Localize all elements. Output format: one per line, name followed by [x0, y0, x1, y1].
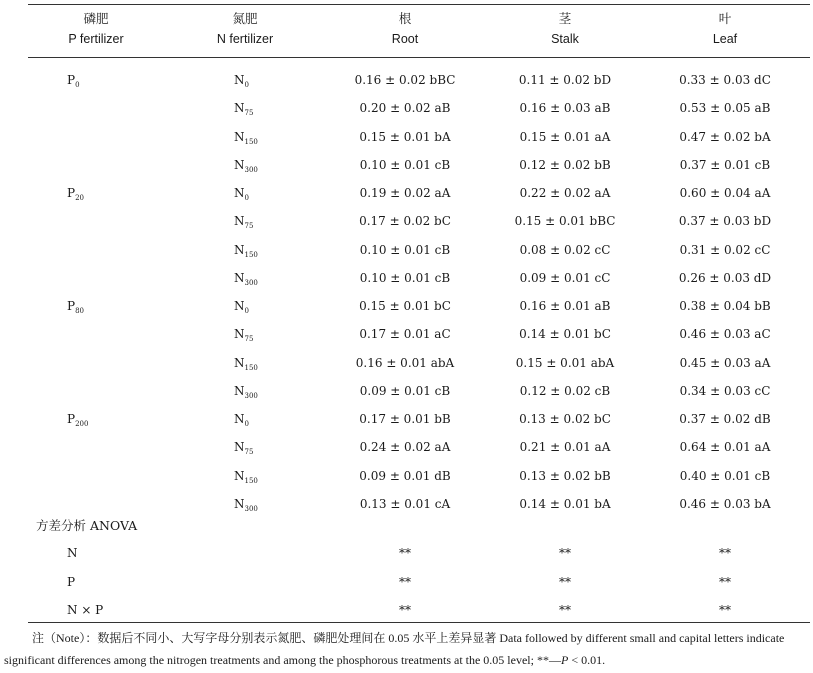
- stalk-value: 0.15 ± 0.01 abA: [515, 355, 615, 370]
- anova-leaf-significance: **: [719, 546, 731, 560]
- n-level-label: [234, 384, 258, 403]
- n-level-letter: N: [234, 129, 245, 144]
- stalk-value: 0.12 ± 0.02 cB: [519, 383, 611, 398]
- n-level-letter: N: [234, 355, 245, 370]
- p-level-letter: P: [67, 299, 76, 313]
- anova-factor-label: N × P: [67, 603, 104, 617]
- header-leaf: [660, 12, 790, 46]
- note-text-en-b: < 0.01.: [568, 653, 606, 667]
- anova-title: 方差分析 ANOVA: [36, 518, 138, 533]
- stalk-value: 0.14 ± 0.01 bA: [519, 496, 611, 511]
- n-level-label: [234, 186, 249, 205]
- n-level-label: [234, 130, 258, 149]
- leaf-value: 0.64 ± 0.01 aA: [679, 440, 771, 455]
- n-level-label: [234, 73, 249, 92]
- header-stalk-en: Stalk: [551, 32, 579, 46]
- root-value: 0.17 ± 0.01 bB: [359, 412, 451, 426]
- root-value: 0.17 ± 0.02 bC: [359, 214, 451, 229]
- n-level-subscript: 75: [244, 448, 254, 457]
- leaf-value: 0.40 ± 0.01 cB: [679, 468, 771, 483]
- root-value: 0.24 ± 0.02 aA: [359, 440, 451, 455]
- n-level-label: [234, 271, 258, 290]
- n-level-letter: N: [234, 412, 245, 426]
- n-level-label: [234, 101, 253, 120]
- root-value: 0.17 ± 0.01 aC: [359, 327, 451, 342]
- p-level-letter: P: [67, 412, 76, 426]
- p-level-label: [67, 299, 84, 318]
- stalk-value: 0.16 ± 0.01 aB: [519, 299, 611, 313]
- n-level-letter: N: [234, 440, 245, 455]
- p-level-label: [67, 73, 80, 92]
- header-stalk: [500, 12, 630, 46]
- n-level-letter: N: [234, 327, 245, 342]
- note-text-cn: 数据后不同小、大写字母分别表示氮肥、磷肥处理间在 0.05 水平上差异显著: [97, 631, 500, 645]
- anova-root-significance: **: [399, 603, 411, 617]
- n-level-label: [234, 440, 253, 459]
- note-prefix: 注（Note）：: [32, 631, 98, 645]
- leaf-value: 0.34 ± 0.03 cC: [679, 383, 771, 398]
- leaf-value: 0.60 ± 0.04 aA: [679, 186, 771, 200]
- p-level-letter: P: [67, 186, 76, 200]
- n-level-label: [234, 469, 258, 488]
- n-level-subscript: 0: [244, 81, 249, 89]
- n-level-letter: N: [234, 186, 245, 200]
- n-level-label: [234, 214, 253, 233]
- header-leaf-en: Leaf: [712, 32, 738, 46]
- p-level-subscript: 200: [75, 420, 89, 428]
- stalk-value: 0.11 ± 0.02 bD: [518, 73, 612, 87]
- n-level-letter: N: [234, 242, 245, 257]
- n-level-letter: N: [234, 214, 245, 229]
- n-level-subscript: 300: [244, 504, 258, 513]
- p-level-letter: P: [67, 73, 76, 87]
- header-n-fertilizer: [180, 12, 310, 46]
- n-level-label: [234, 299, 249, 318]
- anova-stalk-significance: **: [559, 603, 571, 617]
- n-level-letter: N: [234, 270, 245, 285]
- leaf-value: 0.37 ± 0.02 dB: [679, 412, 771, 426]
- n-level-label: [234, 327, 253, 346]
- stalk-value: 0.08 ± 0.02 cC: [519, 242, 611, 257]
- header-root: [340, 12, 470, 46]
- root-value: 0.10 ± 0.01 cB: [359, 157, 451, 172]
- header-p-fertilizer: [28, 12, 164, 46]
- p-level-subscript: 0: [75, 81, 80, 89]
- leaf-value: 0.33 ± 0.03 dC: [679, 73, 771, 87]
- n-level-subscript: 150: [244, 476, 258, 485]
- header-n-en: N fertilizer: [216, 32, 274, 46]
- root-value: 0.10 ± 0.01 cB: [359, 242, 451, 257]
- root-value: 0.19 ± 0.02 aA: [359, 186, 451, 200]
- anova-root-significance: **: [399, 574, 411, 589]
- note-text-en-a: Data followed by different small and capital letters indicate significant differences among the nitrogen treatments and among the phosphorous treatments at the 0.05 level; **—: [4, 631, 785, 667]
- leaf-value: 0.45 ± 0.03 aA: [679, 355, 771, 370]
- leaf-value: 0.31 ± 0.02 cC: [679, 242, 771, 257]
- stalk-value: 0.09 ± 0.01 cC: [519, 270, 611, 285]
- root-value: 0.15 ± 0.01 bC: [359, 299, 451, 313]
- n-level-label: [234, 497, 258, 516]
- root-value: 0.09 ± 0.01 cB: [359, 383, 451, 398]
- header-root-en: Root: [391, 32, 419, 46]
- n-level-subscript: 75: [244, 109, 254, 118]
- header-p-cn: 磷肥: [83, 11, 109, 26]
- stalk-value: 0.21 ± 0.01 aA: [519, 440, 611, 455]
- n-level-subscript: 150: [244, 250, 258, 259]
- anova-stalk-significance: **: [559, 574, 571, 589]
- n-level-letter: N: [234, 383, 245, 398]
- anova-factor-label: N: [67, 546, 78, 560]
- header-leaf-cn: 叶: [718, 11, 732, 26]
- leaf-value: 0.46 ± 0.03 bA: [679, 496, 771, 511]
- n-level-letter: N: [234, 101, 245, 116]
- n-level-subscript: 75: [244, 335, 254, 344]
- stalk-value: 0.22 ± 0.02 aA: [519, 186, 611, 200]
- bottom-rule: [28, 622, 810, 623]
- anova-leaf-significance: **: [719, 603, 731, 617]
- root-value: 0.15 ± 0.01 bA: [359, 129, 451, 144]
- n-level-subscript: 300: [244, 165, 258, 174]
- n-level-subscript: 0: [244, 194, 249, 202]
- n-level-label: [234, 243, 258, 262]
- n-level-subscript: 150: [244, 137, 258, 146]
- header-n-cn: 氮肥: [232, 11, 258, 26]
- n-level-letter: N: [234, 73, 245, 87]
- header-p-en: P fertilizer: [68, 32, 124, 46]
- n-level-letter: N: [234, 496, 245, 511]
- stalk-value: 0.16 ± 0.03 aB: [519, 101, 611, 116]
- leaf-value: 0.47 ± 0.02 bA: [679, 129, 771, 144]
- p-level-label: [67, 186, 84, 205]
- anova-root-significance: **: [399, 546, 411, 560]
- anova-factor-label: P: [67, 574, 76, 589]
- anova-leaf-significance: **: [719, 574, 731, 589]
- p-level-subscript: 80: [75, 307, 84, 315]
- stalk-value: 0.14 ± 0.01 bC: [519, 327, 611, 342]
- header-root-cn: 根: [398, 11, 412, 26]
- n-level-letter: N: [234, 157, 245, 172]
- stalk-value: 0.15 ± 0.01 bBC: [514, 214, 616, 229]
- stalk-value: 0.12 ± 0.02 bB: [519, 157, 611, 172]
- stalk-value: 0.13 ± 0.02 bB: [519, 468, 611, 483]
- n-level-subscript: 0: [244, 420, 249, 428]
- p-level-subscript: 20: [75, 194, 84, 202]
- n-level-subscript: 75: [244, 222, 254, 231]
- leaf-value: 0.37 ± 0.01 cB: [679, 157, 771, 172]
- root-value: 0.16 ± 0.02 bBC: [354, 73, 456, 87]
- leaf-value: 0.53 ± 0.05 aB: [679, 101, 771, 116]
- root-value: 0.10 ± 0.01 cB: [359, 270, 451, 285]
- n-level-label: [234, 412, 249, 431]
- root-value: 0.13 ± 0.01 cA: [359, 496, 451, 511]
- root-value: 0.20 ± 0.02 aB: [359, 101, 451, 116]
- leaf-value: 0.37 ± 0.03 bD: [678, 214, 772, 229]
- anova-stalk-significance: **: [559, 546, 571, 560]
- leaf-value: 0.26 ± 0.03 dD: [678, 270, 772, 285]
- n-level-subscript: 0: [244, 307, 249, 315]
- root-value: 0.09 ± 0.01 dB: [359, 468, 451, 483]
- header-rule: [28, 57, 810, 58]
- root-value: 0.16 ± 0.01 abA: [355, 355, 455, 370]
- header-stalk-cn: 茎: [558, 11, 572, 26]
- n-level-letter: N: [234, 468, 245, 483]
- table-note: [4, 627, 809, 671]
- stalk-value: 0.13 ± 0.02 bC: [519, 412, 611, 426]
- note-p-italic: P: [560, 653, 569, 667]
- n-level-subscript: 150: [244, 363, 258, 372]
- stalk-value: 0.15 ± 0.01 aA: [519, 129, 611, 144]
- n-level-subscript: 300: [244, 278, 258, 287]
- leaf-value: 0.38 ± 0.04 bB: [679, 299, 771, 313]
- n-level-subscript: 300: [244, 391, 258, 400]
- leaf-value: 0.46 ± 0.03 aC: [679, 327, 771, 342]
- n-level-letter: N: [234, 299, 245, 313]
- n-level-label: [234, 356, 258, 375]
- top-rule: [28, 4, 810, 5]
- p-level-label: [67, 412, 88, 431]
- n-level-label: [234, 158, 258, 177]
